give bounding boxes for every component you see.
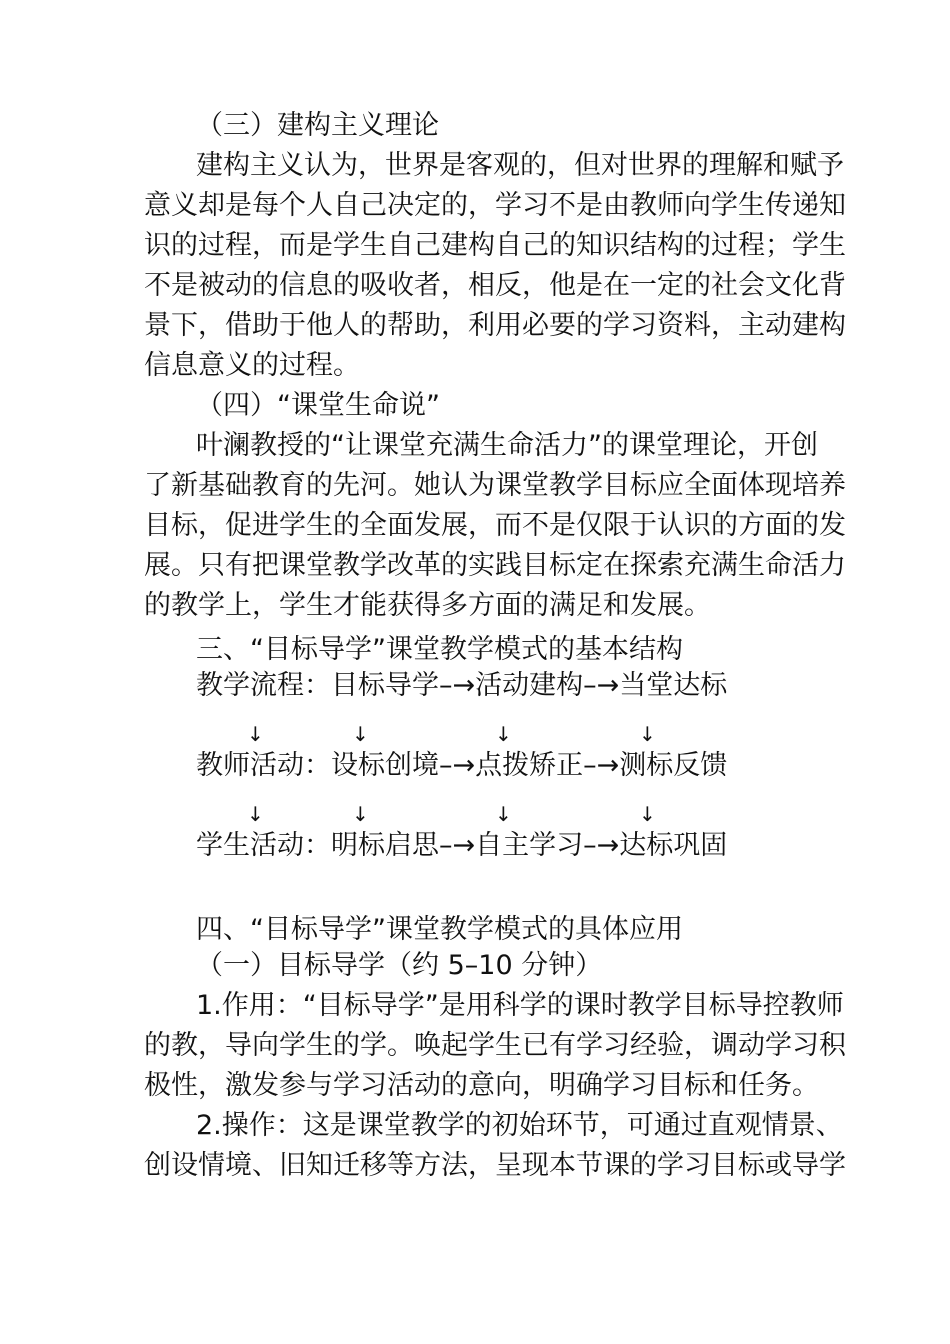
structure-heading: 三、“目标导学”课堂教学模式的基本结构 — [196, 634, 683, 665]
paragraph-line: 意义却是每个人自己决定的，学习不是由教师向学生传递知 — [144, 190, 846, 221]
paragraph-line: 创设情境、旧知迁移等方法，呈现本节课的学习目标或导学 — [144, 1150, 846, 1181]
down-arrow-icon: ↓ — [247, 722, 264, 746]
down-arrow-icon: ↓ — [639, 722, 656, 746]
paragraph-line: 的教学上，学生才能获得多方面的满足和发展。 — [144, 590, 711, 621]
application-heading: 四、“目标导学”课堂教学模式的具体应用 — [196, 914, 683, 945]
paragraph-line: 的教，导向学生的学。唤起学生已有学习经验，调动学习积 — [144, 1030, 846, 1061]
down-arrow-icon: ↓ — [639, 802, 656, 826]
paragraph-line: 1.作用：“目标导学”是用科学的课时教学目标导控教师 — [196, 990, 844, 1021]
paragraph-line: 了新基础教育的先河。她认为课堂教学目标应全面体现培养 — [144, 470, 846, 501]
paragraph-line: 识的过程，而是学生自己建构自己的知识结构的过程；学生 — [144, 230, 846, 261]
paragraph-line: 展。只有把课堂教学改革的实践目标定在探索充满生命活力 — [144, 550, 846, 581]
down-arrow-icon: ↓ — [495, 722, 512, 746]
teacher-activity-line: 教师活动：设标创境–→点拨矫正–→测标反馈 — [196, 750, 728, 781]
student-activity-line: 学生活动：明标启思–→自主学习–→达标巩固 — [196, 830, 728, 861]
down-arrow-icon: ↓ — [247, 802, 264, 826]
down-arrow-icon: ↓ — [495, 802, 512, 826]
paragraph-line: 2.操作：这是课堂教学的初始环节，可通过直观情景、 — [196, 1110, 843, 1141]
section-4-heading: （四）“课堂生命说” — [196, 390, 440, 421]
paragraph-line: 目标，促进学生的全面发展，而不是仅限于认识的方面的发 — [144, 510, 846, 541]
paragraph-line: 景下，借助于他人的帮助，利用必要的学习资料，主动建构 — [144, 310, 846, 341]
section-3-heading: （三）建构主义理论 — [196, 110, 439, 141]
paragraph-line: 叶澜教授的“让课堂充满生命活力”的课堂理论，开创 — [196, 430, 818, 461]
paragraph-line: 不是被动的信息的吸收者，相反，他是在一定的社会文化背 — [144, 270, 846, 301]
down-arrow-icon: ↓ — [352, 722, 369, 746]
down-arrow-icon: ↓ — [352, 802, 369, 826]
teaching-flow-line: 教学流程：目标导学–→活动建构–→当堂达标 — [196, 670, 728, 701]
paragraph-line: 极性，激发参与学习活动的意向，明确学习目标和任务。 — [144, 1070, 819, 1101]
subsection-1-heading: （一）目标导学（约 5–10 分钟） — [196, 950, 603, 981]
paragraph-line: 信息意义的过程。 — [144, 350, 360, 381]
paragraph-line: 建构主义认为，世界是客观的，但对世界的理解和赋予 — [196, 150, 844, 181]
